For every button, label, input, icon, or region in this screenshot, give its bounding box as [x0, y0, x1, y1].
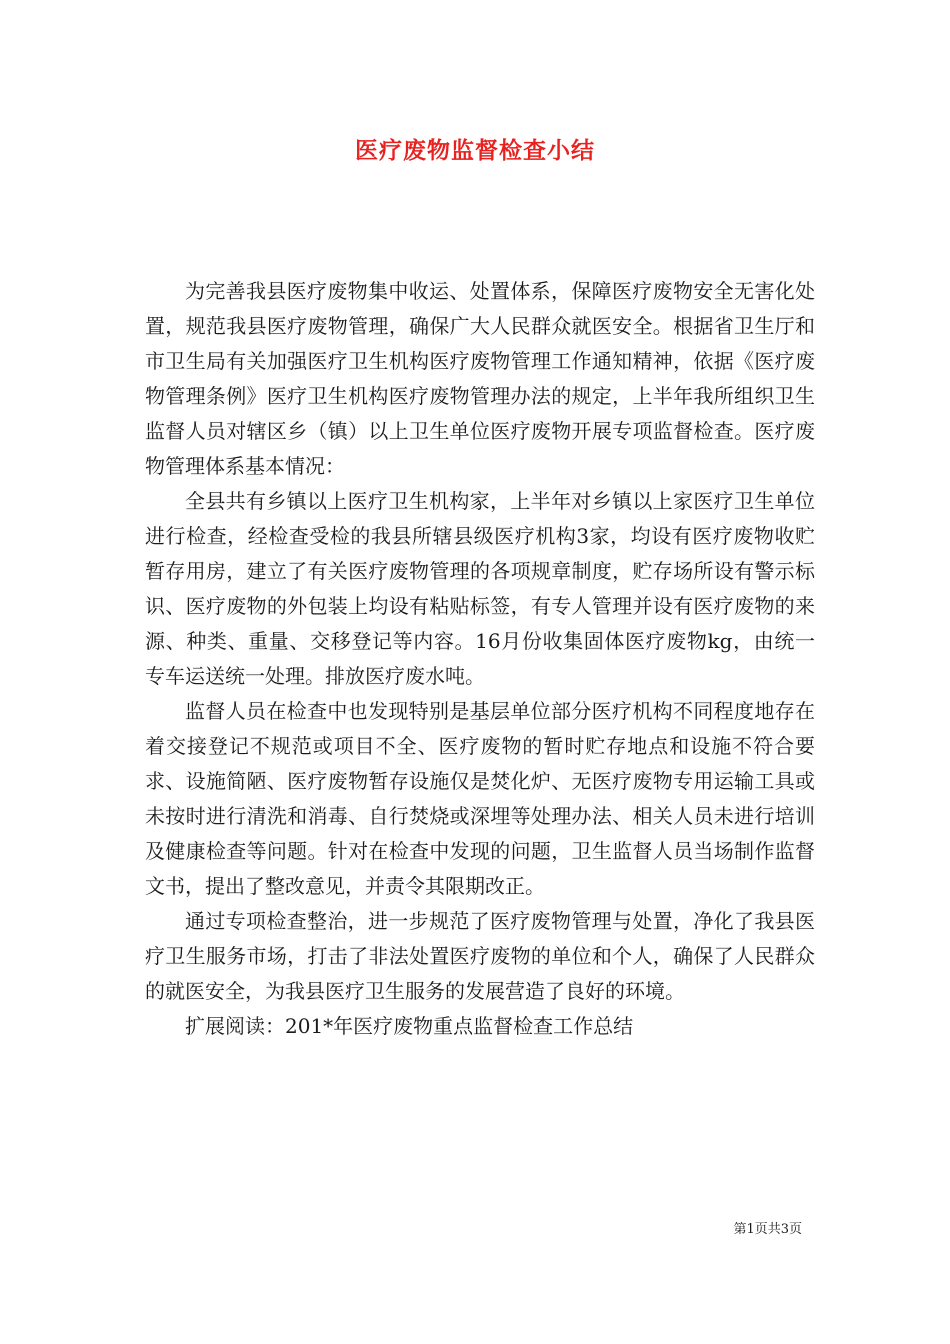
paragraph-problems: 监督人员在检查中也发现特别是基层单位部分医疗机构不同程度地存在着交接登记不规范或项目不全、医疗废物的暂时贮存地点和设施不符合要求、设施简陋、医疗废物暂存设施仅是焚化炉、无医疗废物专用运输工具或未按时进行清洗和消毒、自行焚烧或深埋等处理办法、相关人员未进行培训及健康检查等问题。针对在检查中发现的问题，卫生监督人员当场制作监督文书，提出了整改意见，并责令其限期改正。 — [145, 699, 815, 898]
document-title: 医疗废物监督检查小结 — [355, 137, 595, 164]
page-number: 第1页共3页 — [733, 1222, 802, 1237]
paragraph-overview: 全县共有乡镇以上医疗卫生机构家，上半年对乡镇以上家医疗卫生单位进行检查，经检查受检的我县所辖县级医疗机构3家，均设有医疗废物收贮暂存用房，建立了有关医疗废物管理的各项规章制度，贮存场所设有警示标识、医疗废物的外包装上均设有粘贴标签，有专人管理并设有医疗废物的来源、种类、重量、交移登记等内容。16月份收集固体医疗废物kg，由统一专车运送统一处理。排放医疗废水吨。 — [145, 489, 815, 688]
document-body — [145, 274, 815, 1044]
paragraph-intro: 为完善我县医疗废物集中收运、处置体系，保障医疗废物安全无害化处置，规范我县医疗废物管理，确保广大人民群众就医安全。根据省卫生厅和市卫生局有关加强医疗卫生机构医疗废物管理工作通知精神，依据《医疗废物管理条例》医疗卫生机构医疗废物管理办法的规定，上半年我所组织卫生监督人员对辖区乡（镇）以上卫生单位医疗废物开展专项监督检查。医疗废物管理体系基本情况： — [145, 279, 815, 478]
paragraph-extended-reading: 扩展阅读：201*年医疗废物重点监督检查工作总结 — [185, 1014, 634, 1038]
paragraph-conclusion: 通过专项检查整治，进一步规范了医疗废物管理与处置，净化了我县医疗卫生服务市场，打击了非法处置医疗废物的单位和个人，确保了人民群众的就医安全，为我县医疗卫生服务的发展营造了良好的环境。 — [145, 909, 815, 1003]
